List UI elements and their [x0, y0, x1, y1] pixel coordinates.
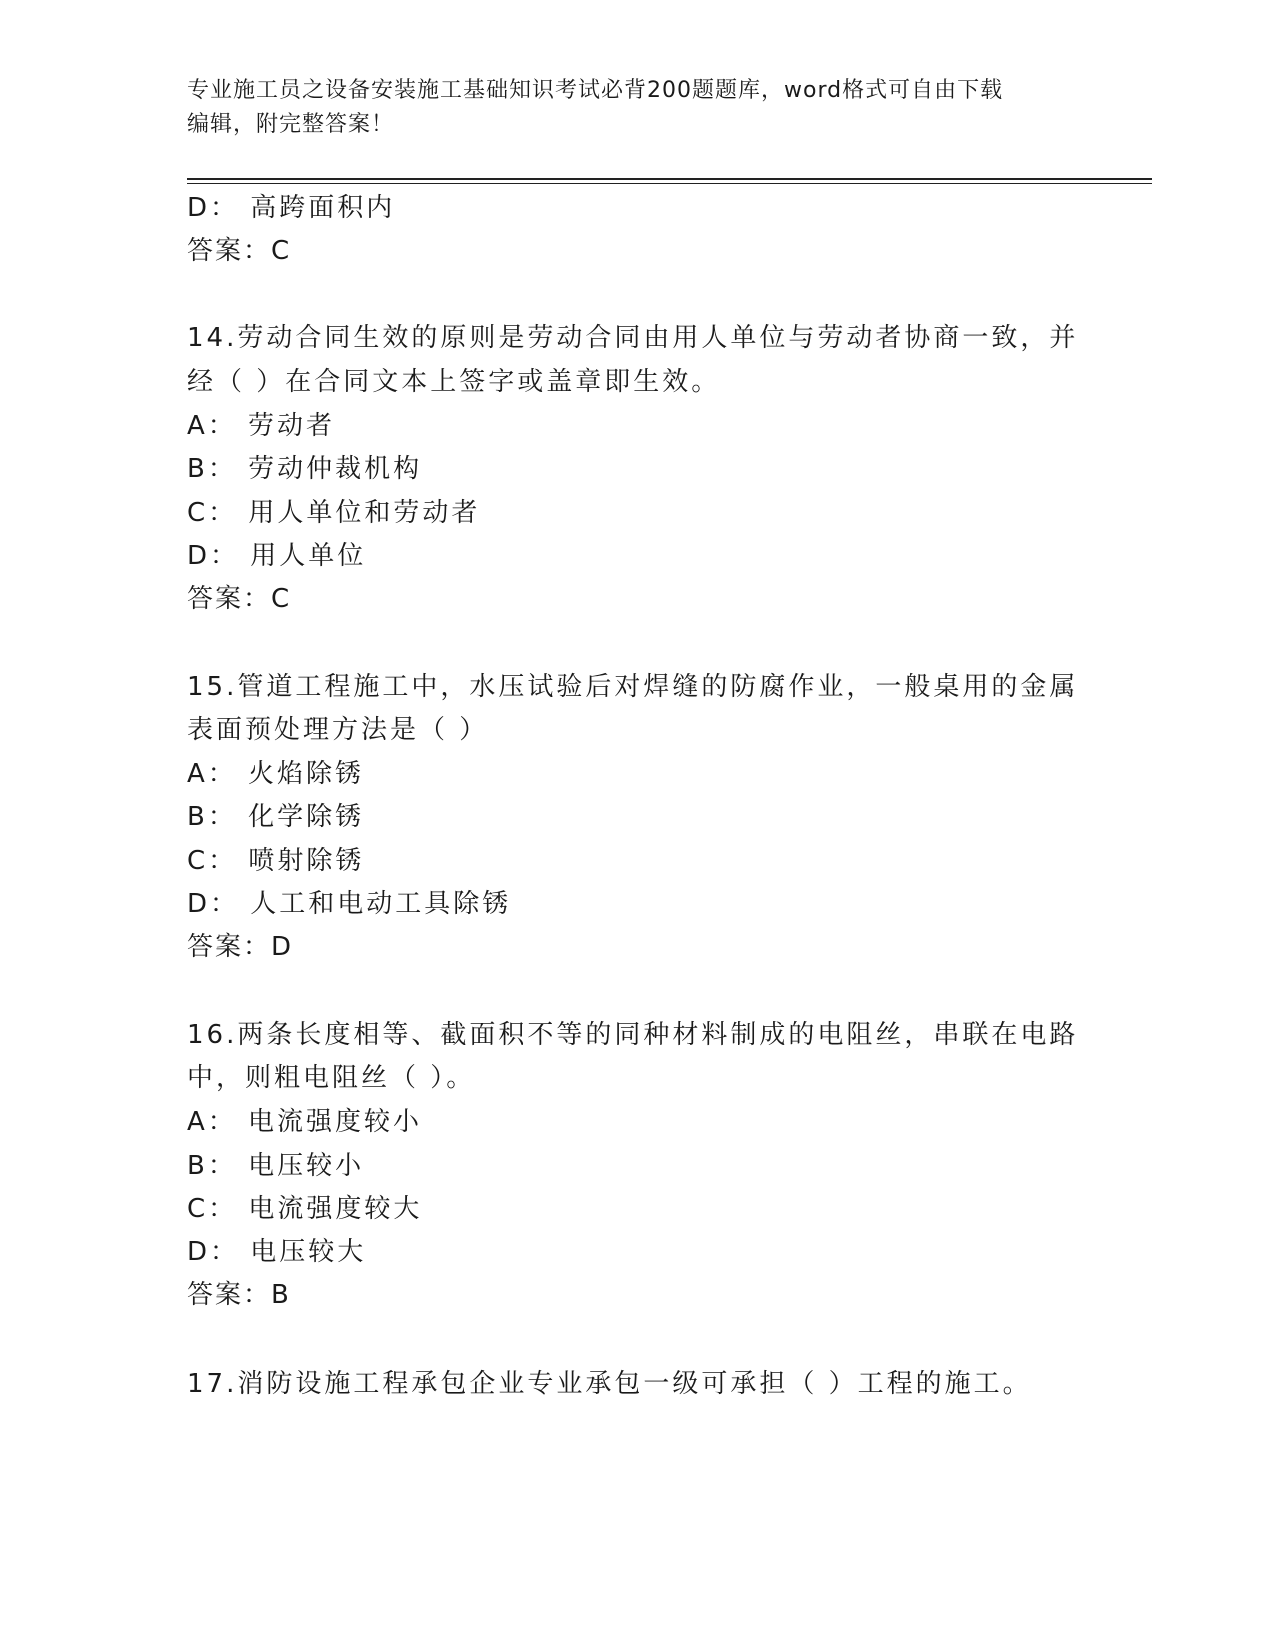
question-14-stem-line-2: 经（ ）在合同文本上签字或盖章即生效。	[187, 367, 721, 397]
question-15-stem-line-2: 表面预处理方法是（ ）	[187, 715, 489, 745]
question-16-stem-line-1: 16.两条长度相等、截面积不等的同种材料制成的电阻丝，串联在电路	[187, 1020, 1079, 1050]
question-14-answer: 答案：C	[187, 584, 292, 614]
header-line-2: 编辑，附完整答案！	[187, 112, 395, 137]
header-line-1: 专业施工员之设备安装施工基础知识考试必背200题题库，word格式可自由下载	[187, 78, 1004, 103]
question-14-option-b: B： 劳动仲裁机构	[187, 454, 423, 484]
question-16-option-c: C： 电流强度较大	[187, 1194, 423, 1224]
question-14-stem-line-1: 14.劳动合同生效的原则是劳动合同由用人单位与劳动者协商一致，并	[187, 323, 1079, 353]
question-16-stem-line-2: 中，则粗电阻丝（ ）。	[187, 1063, 476, 1093]
question-17-stem-line-1: 17.消防设施工程承包企业专业承包一级可承担（ ）工程的施工。	[187, 1369, 1032, 1399]
header-rule-thin	[187, 183, 1152, 184]
question-16-option-b: B： 电压较小	[187, 1151, 365, 1181]
prev-option-d: D： 高跨面积内	[187, 193, 396, 223]
question-15-stem-line-1: 15.管道工程施工中，水压试验后对焊缝的防腐作业，一般桌用的金属	[187, 672, 1079, 702]
question-14-option-d: D： 用人单位	[187, 541, 367, 571]
question-15-answer: 答案：D	[187, 932, 294, 962]
question-15-option-a: A： 火焰除锈	[187, 759, 365, 789]
question-14-option-a: A： 劳动者	[187, 411, 336, 441]
question-15-option-c: C： 喷射除锈	[187, 846, 365, 876]
question-16-option-a: A： 电流强度较小	[187, 1107, 423, 1137]
question-16-option-d: D： 电压较大	[187, 1237, 367, 1267]
question-14-option-c: C： 用人单位和劳动者	[187, 498, 481, 528]
prev-answer: 答案：C	[187, 236, 292, 266]
question-15-option-b: B： 化学除锈	[187, 802, 365, 832]
document-header	[187, 74, 1087, 142]
question-15-option-d: D： 人工和电动工具除锈	[187, 889, 512, 919]
header-rule-thick	[187, 178, 1152, 180]
question-16-answer: 答案：B	[187, 1280, 291, 1310]
